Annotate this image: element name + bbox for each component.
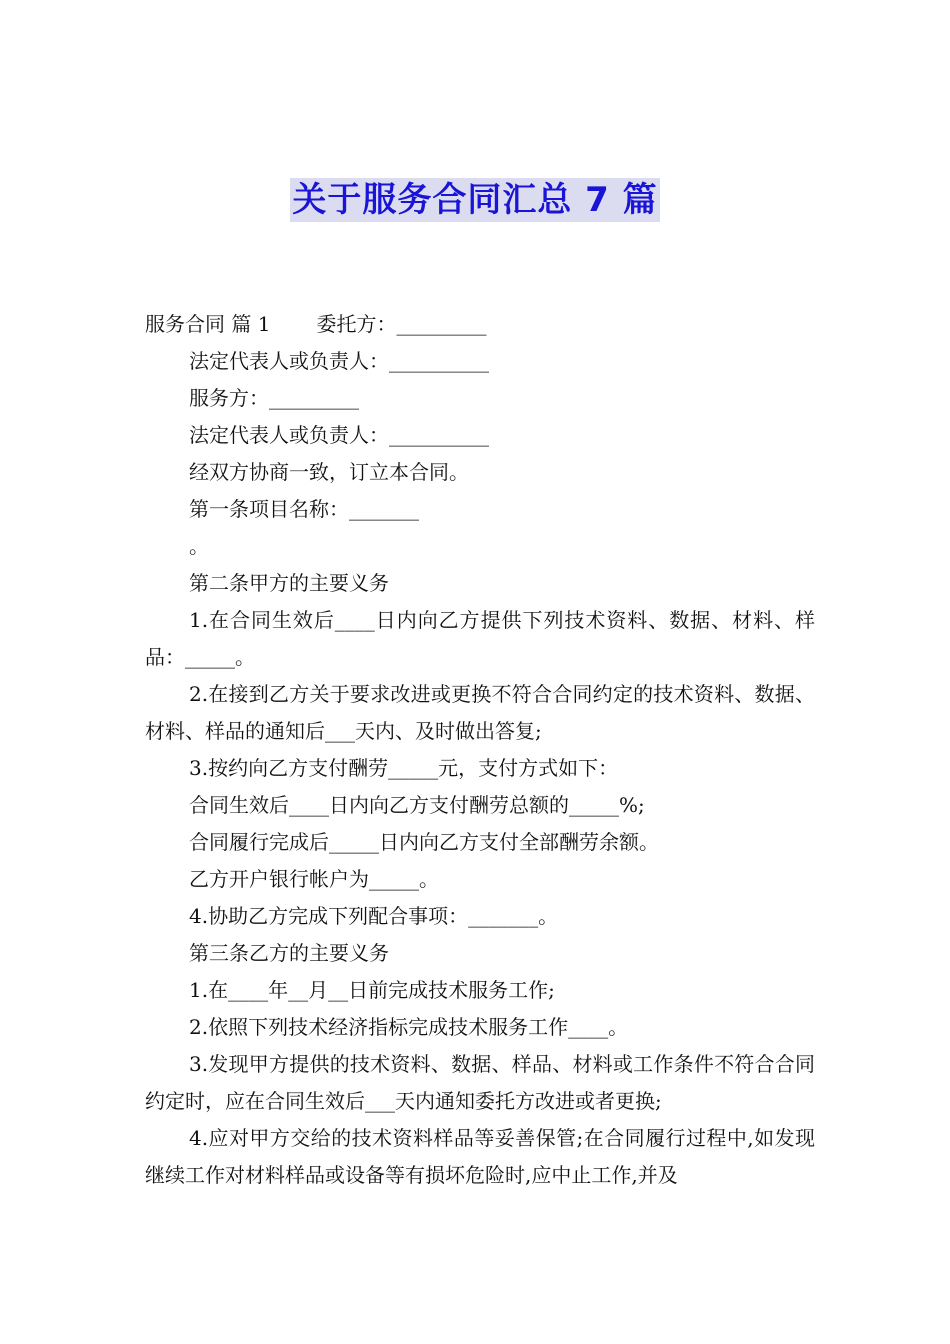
paragraph: 4.应对甲方交给的技术资料样品等妥善保管;在合同履行过程中,如发现继续工作对材料样品或设备等有损坏危险时,应中止工作,并及: [145, 1126, 815, 1187]
text-line: 法定代表人或负责人：__________: [189, 349, 489, 373]
paragraph: 1.在合同生效后____日内向乙方提供下列技术资料、数据、材料、样品：_____。: [145, 608, 815, 669]
text-line: 乙方开户银行帐户为_____。: [189, 867, 439, 891]
text-line: 合同生效后____日内向乙方支付酬劳总额的_____%;: [189, 793, 645, 817]
article-heading: 第三条乙方的主要义务: [189, 941, 389, 965]
paragraph: 3.发现甲方提供的技术资料、数据、样品、材料或工作条件不符合合同约定时，应在合同生效后___天内通知委托方改进或者更换;: [145, 1052, 815, 1113]
paragraph: 2.在接到乙方关于要求改进或更换不符合合同约定的技术资料、数据、材料、样品的通知后___天内、及时做出答复;: [145, 682, 815, 743]
text-line: 合同履行完成后_____日内向乙方支付全部酬劳余额。: [189, 830, 659, 854]
article-heading: 第二条甲方的主要义务: [189, 571, 389, 595]
text-line: 4.协助乙方完成下列配合事项：_______。: [189, 904, 559, 928]
title-block: [0, 178, 950, 222]
document-title: 关于服务合同汇总 7 篇: [292, 180, 658, 220]
text-line: 2.依照下列技术经济指标完成技术服务工作____。: [189, 1015, 629, 1039]
document-body: [145, 306, 815, 1194]
text-line: 第一条项目名称：_______: [189, 497, 419, 521]
client-field: 委托方：_________: [316, 312, 487, 336]
text-line: 3.按约向乙方支付酬劳_____元，支付方式如下：: [189, 756, 619, 780]
text-line: 法定代表人或负责人：__________: [189, 423, 489, 447]
text-line: 1.在____年__月__日前完成技术服务工作;: [189, 978, 555, 1002]
text-line: 经双方协商一致，订立本合同。: [189, 460, 469, 484]
first-line: [145, 306, 815, 343]
text-line: 。: [189, 534, 209, 558]
section-heading: 服务合同 篇 1: [145, 312, 271, 336]
text-line: 服务方：_________: [189, 386, 359, 410]
